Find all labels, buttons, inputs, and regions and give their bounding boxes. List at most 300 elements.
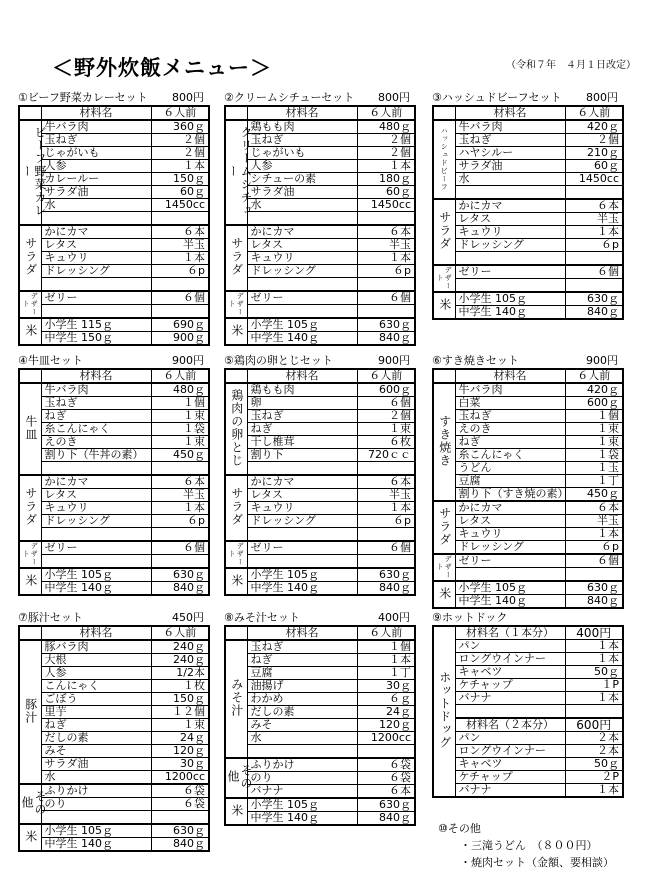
section-label (19, 640, 41, 784)
ingredient-amount: 60ｇ (151, 186, 209, 199)
section-label-text: デザート (22, 541, 39, 566)
section-label (19, 475, 41, 541)
menu-block-3 (432, 91, 622, 320)
ingredient-amount: ６本 (151, 475, 209, 489)
ingredient-amount: 半玉 (151, 489, 209, 502)
ingredient-table (18, 105, 210, 346)
ingredient-name: パン (455, 732, 565, 745)
table-row (433, 692, 623, 705)
ingredient-amount: １個 (357, 640, 415, 654)
table-row (433, 397, 623, 410)
table-row (225, 515, 415, 528)
ingredient-name: 鶏もも肉 (247, 120, 357, 134)
ingredient-name: レタス (247, 489, 357, 502)
table-row (225, 436, 415, 449)
table-row (433, 581, 623, 595)
ingredient-amount: ６袋 (357, 772, 415, 785)
section-label-text: 米 (229, 323, 244, 337)
column-header-name: 材料名 (247, 369, 357, 383)
ingredient-name: キュウリ (247, 252, 357, 265)
table-row (19, 745, 209, 758)
table-row (225, 134, 415, 147)
ingredient-amount: 840ｇ (151, 838, 209, 852)
ingredient-name: 玉ねぎ (41, 134, 151, 147)
menu-block-4 (18, 354, 208, 596)
ingredient-name: サラダ油 (247, 186, 357, 199)
ingredient-amount: 60ｇ (357, 186, 415, 199)
table-row (19, 693, 209, 706)
revision-date: （令和７年 ４月１日改定） (506, 60, 636, 71)
column-header-row (433, 369, 623, 383)
table-row (433, 120, 623, 134)
ingredient-name: キュウリ (455, 528, 565, 541)
ingredient-name: 豚バラ肉 (41, 640, 151, 654)
column-header-qty: ６人前 (357, 626, 415, 640)
ingredient-name: 人参 (247, 160, 357, 173)
menu-hotdog (432, 611, 622, 798)
column-header-blank (433, 369, 455, 383)
column-header-blank (225, 106, 247, 120)
section-label (433, 501, 455, 554)
ingredient-amount: 1450cc (151, 199, 209, 212)
table-row (19, 838, 209, 852)
ingredient-amount: 630ｇ (357, 318, 415, 332)
table-row (225, 541, 415, 555)
ingredient-name: ロングウインナー (455, 653, 565, 666)
ingredient-name: 豆腐 (247, 667, 357, 680)
section-label-text: 米 (23, 829, 38, 843)
ingredient-amount: １本 (151, 502, 209, 515)
table-row (19, 784, 209, 798)
table-row (433, 306, 623, 320)
ingredient-amount (357, 528, 415, 542)
menu-header (18, 91, 208, 105)
ingredient-amount (565, 568, 623, 582)
table-row (19, 239, 209, 252)
section-label-text: サラダ (437, 506, 452, 546)
ingredient-name: ドレッシング (455, 239, 565, 252)
table-row (225, 318, 415, 332)
table-row (225, 212, 415, 226)
ingredient-amount: ６枚 (357, 436, 415, 449)
table-row (19, 489, 209, 502)
section-label-text: デザート (228, 541, 245, 566)
column-header-qty: ６人前 (151, 626, 209, 640)
ingredient-name: のり (247, 772, 357, 785)
table-row (19, 811, 209, 825)
other-section (438, 820, 614, 871)
ingredient-table (432, 625, 624, 798)
ingredient-amount: 24ｇ (357, 706, 415, 719)
table-row (433, 732, 623, 745)
section-label-text: デザート (436, 554, 453, 579)
section-label-text: ホットドッグ (437, 671, 452, 749)
ingredient-amount: 30ｇ (357, 680, 415, 693)
ingredient-amount: 840ｇ (565, 595, 623, 609)
section-label-text: サラダ (23, 487, 38, 526)
ingredient-name: ふりかけ (41, 784, 151, 798)
ingredient-name: 白菜 (455, 397, 565, 410)
section-label-text: デザート (436, 265, 453, 290)
ingredient-amount: １袋 (151, 423, 209, 436)
table-row (433, 173, 623, 186)
ingredient-name: 里芋 (41, 706, 151, 719)
table-row (19, 383, 209, 397)
ingredient-amount: 600ｇ (565, 397, 623, 410)
section-label-text: 鶏肉の卵とじ (229, 388, 244, 467)
ingredient-amount: １本 (151, 252, 209, 265)
ingredient-amount: ６袋 (151, 798, 209, 811)
ingredient-amount: ６袋 (151, 784, 209, 798)
ingredient-name: みそ (41, 745, 151, 758)
ingredient-name: かにカマ (41, 225, 151, 239)
ingredient-amount (357, 555, 415, 569)
ingredient-name: ドレッシング (41, 515, 151, 528)
ingredient-amount: １束 (357, 423, 415, 436)
section-label (19, 383, 41, 475)
ingredient-name: キュウリ (455, 226, 565, 239)
menu-header (18, 611, 208, 625)
ingredient-name: 中学生 150ｇ (41, 332, 151, 346)
menu-header (224, 354, 414, 368)
table-row (225, 423, 415, 436)
column-header-blank (225, 626, 247, 640)
ingredient-amount: 630ｇ (151, 568, 209, 582)
ingredient-amount: 1/2本 (151, 667, 209, 680)
table-row (19, 134, 209, 147)
ingredient-name: ロングウインナー (455, 745, 565, 758)
ingredient-name: 水 (41, 199, 151, 212)
section-label (225, 120, 253, 225)
ingredient-amount: ２個 (151, 134, 209, 147)
other-item-yakiniku: ・焼肉セット（金額、要相談） (460, 856, 614, 869)
table-row (19, 502, 209, 515)
ingredient-amount: ６個 (565, 265, 623, 279)
column-header-qty: ６人前 (151, 106, 209, 120)
table-row (225, 410, 415, 423)
menu-name: ④牛皿セット (18, 354, 83, 367)
menu-name: ⑤鶏肉の卵とじセット (224, 354, 333, 367)
ingredient-amount: １P (565, 679, 623, 692)
ingredient-name: 小学生 105ｇ (247, 568, 357, 582)
ingredient-name: ねぎ (41, 719, 151, 732)
ingredient-name: 玉ねぎ (247, 640, 357, 654)
ingredient-amount: ６本 (151, 225, 209, 239)
ingredient-name: 水 (41, 771, 151, 785)
ingredient-amount (357, 212, 415, 226)
section-label-text: サラダ (437, 211, 452, 250)
ingredient-amount: 1200cc (151, 771, 209, 785)
ingredient-amount (151, 528, 209, 542)
section-label-text: 牛皿 (23, 414, 38, 441)
menu-header (432, 611, 622, 625)
ingredient-amount: ６本 (565, 501, 623, 515)
table-row (19, 528, 209, 542)
ingredient-name: えのき (41, 436, 151, 449)
other-item-udon: ・三滝うどん （８００円） (460, 839, 598, 852)
ingredient-name (247, 462, 357, 476)
table-row (19, 824, 209, 838)
ingredient-amount: ６p (151, 265, 209, 278)
ingredient-amount: 1450cc (565, 173, 623, 186)
menu-name: ⑨ホットドック (432, 611, 508, 624)
table-row (225, 693, 415, 706)
table-row (433, 449, 623, 462)
menu-price: 800円 (378, 91, 410, 104)
table-row (433, 745, 623, 758)
menu-block-1 (18, 91, 208, 346)
table-row (433, 410, 623, 423)
ingredient-amount (151, 462, 209, 476)
ingredient-name: 牛バラ肉 (455, 120, 565, 134)
table-row (225, 252, 415, 265)
section-label-text: サラダ (23, 237, 38, 276)
menu-header (18, 354, 208, 368)
ingredient-name: ドレッシング (247, 515, 357, 528)
hotdog-header-row (433, 626, 623, 640)
table-row (433, 383, 623, 397)
ingredient-amount: ６ｇ (357, 693, 415, 706)
section-label (433, 554, 455, 581)
column-header-row (225, 626, 415, 640)
ingredient-amount: １丁 (565, 475, 623, 488)
ingredient-name: 中学生 140ｇ (455, 306, 565, 320)
menu-name: ③ハッシュドビーフセット (432, 91, 562, 104)
ingredient-name: ドレッシング (247, 265, 357, 278)
table-row (19, 582, 209, 596)
ingredient-name (41, 305, 151, 319)
ingredient-name (247, 305, 357, 319)
table-row (19, 173, 209, 186)
table-row (19, 120, 209, 134)
section-label (19, 318, 41, 345)
menu-block-5 (224, 354, 414, 596)
ingredient-amount: ６本 (357, 785, 415, 799)
ingredient-name: ねぎ (247, 654, 357, 667)
column-header-name: 材料名 (455, 106, 565, 120)
ingredient-amount (565, 252, 623, 266)
ingredient-amount (357, 305, 415, 319)
ingredient-name (455, 705, 565, 719)
ingredient-name: こんにゃく (41, 680, 151, 693)
section-label-text: その他 (226, 763, 253, 790)
menu-price: 900円 (378, 354, 410, 367)
ingredient-amount: 半玉 (357, 239, 415, 252)
table-row (433, 462, 623, 475)
ingredient-name: 小学生 115ｇ (41, 318, 151, 332)
table-row (19, 160, 209, 173)
hotdog-header-price: 400円 (565, 626, 623, 640)
ingredient-name: のり (41, 798, 151, 811)
ingredient-name: 小学生 105ｇ (41, 824, 151, 838)
table-row (433, 679, 623, 692)
ingredient-name (41, 555, 151, 569)
ingredient-amount: １本 (565, 640, 623, 653)
hotdog-header-name: 材料名（１本分） (455, 626, 565, 640)
ingredient-table (224, 105, 416, 346)
ingredient-amount: １束 (151, 719, 209, 732)
ingredient-name: 玉ねぎ (247, 410, 357, 423)
ingredient-name: 牛バラ肉 (455, 383, 565, 397)
table-row (433, 771, 623, 784)
section-label-text: 米 (229, 573, 244, 587)
section-label (19, 568, 41, 595)
table-row (433, 265, 623, 279)
ingredient-amount: 840ｇ (565, 306, 623, 320)
column-header-qty: ６人前 (151, 369, 209, 383)
ingredient-name: ゼリー (455, 265, 565, 279)
ingredient-name (455, 186, 565, 200)
ingredient-amount: ２個 (357, 147, 415, 160)
table-row (225, 640, 415, 654)
ingredient-name: キャベツ (455, 666, 565, 679)
ingredient-name: レタス (41, 239, 151, 252)
menu-name: ①ビーフ野菜カレーセット (18, 91, 148, 104)
table-row (433, 213, 623, 226)
section-label-text: みそ汁 (229, 678, 244, 717)
ingredient-amount: 420ｇ (565, 120, 623, 134)
ingredient-amount: 半玉 (151, 239, 209, 252)
ingredient-name: 小学生 105ｇ (247, 318, 357, 332)
table-row (225, 186, 415, 199)
ingredient-amount: 120ｇ (151, 745, 209, 758)
ingredient-name: 玉ねぎ (41, 397, 151, 410)
ingredient-amount: 30ｇ (151, 758, 209, 771)
ingredient-name: 中学生 140ｇ (41, 838, 151, 852)
table-row (19, 332, 209, 346)
ingredient-amount: 半玉 (565, 213, 623, 226)
table-row (225, 291, 415, 305)
ingredient-amount (565, 186, 623, 200)
table-row (225, 680, 415, 693)
ingredient-amount: 180ｇ (357, 173, 415, 186)
column-header-name: 材料名 (41, 626, 151, 640)
section-label-text: その他 (20, 789, 47, 816)
column-header-blank (225, 369, 247, 383)
ingredient-name: シチューの素 (247, 173, 357, 186)
table-row (433, 528, 623, 541)
table-row (433, 568, 623, 582)
ingredient-amount: 630ｇ (151, 824, 209, 838)
table-row (433, 134, 623, 147)
table-row (19, 199, 209, 212)
table-row (19, 265, 209, 278)
section-label-text: クリームシチュー (226, 125, 253, 217)
table-row (19, 291, 209, 305)
ingredient-amount: １本 (565, 653, 623, 666)
table-row (19, 771, 209, 785)
section-label (19, 225, 41, 291)
ingredient-name: 牛バラ肉 (41, 120, 151, 134)
ingredient-amount: 840ｇ (357, 812, 415, 826)
section-label (225, 383, 247, 475)
ingredient-name: じゃがいも (41, 147, 151, 160)
ingredient-name (41, 811, 151, 825)
column-header-qty: ６人前 (357, 369, 415, 383)
section-label-text: 米 (437, 297, 452, 311)
table-row (225, 397, 415, 410)
ingredient-amount (565, 279, 623, 293)
ingredient-amount: ６個 (357, 541, 415, 555)
ingredient-name: ねぎ (455, 436, 565, 449)
ingredient-name: 中学生 140ｇ (41, 582, 151, 596)
menu-price: 400円 (378, 611, 410, 624)
table-row (225, 772, 415, 785)
ingredient-amount (357, 462, 415, 476)
menu-name: ②クリームシチューセット (224, 91, 355, 104)
ingredient-name: ゼリー (247, 291, 357, 305)
ingredient-amount: ２P (565, 771, 623, 784)
table-row (19, 212, 209, 226)
table-row (19, 449, 209, 462)
ingredient-name: 玉ねぎ (455, 134, 565, 147)
menu-block-7 (18, 611, 208, 852)
ingredient-name (455, 279, 565, 293)
ingredient-name (247, 528, 357, 542)
ingredient-name (247, 212, 357, 226)
table-row (19, 640, 209, 654)
table-row (19, 423, 209, 436)
ingredient-name: サラダ油 (41, 186, 151, 199)
ingredient-amount: ６袋 (357, 758, 415, 772)
ingredient-amount: ６p (565, 239, 623, 252)
ingredient-amount: ２本 (565, 732, 623, 745)
table-row (225, 265, 415, 278)
ingredient-name: 鶏もも肉 (247, 383, 357, 397)
menu-price: 800円 (172, 91, 204, 104)
ingredient-name (247, 555, 357, 569)
table-row (19, 568, 209, 582)
table-row (433, 160, 623, 173)
section-label (433, 626, 455, 797)
table-row (433, 784, 623, 798)
ingredient-name: バナナ (455, 692, 565, 705)
table-row (433, 186, 623, 200)
ingredient-amount: 690ｇ (151, 318, 209, 332)
other-heading: ⑩その他 (438, 822, 481, 835)
ingredient-amount: 840ｇ (357, 582, 415, 596)
ingredient-amount: １玉 (565, 462, 623, 475)
ingredient-amount: ６p (357, 265, 415, 278)
table-row (19, 318, 209, 332)
table-row (19, 305, 209, 319)
ingredient-table (18, 368, 210, 596)
ingredient-amount: ２個 (357, 134, 415, 147)
ingredient-amount: １本 (357, 252, 415, 265)
table-row (433, 501, 623, 515)
ingredient-name: 牛バラ肉 (41, 383, 151, 397)
ingredient-amount: ６個 (151, 291, 209, 305)
ingredient-amount: ６p (357, 515, 415, 528)
ingredient-amount: １束 (151, 436, 209, 449)
ingredient-amount (151, 305, 209, 319)
table-row (19, 555, 209, 569)
section-label-text: 米 (437, 586, 452, 600)
column-header-row (19, 106, 209, 120)
table-row (225, 568, 415, 582)
table-row (225, 785, 415, 799)
table-row (19, 475, 209, 489)
ingredient-name: ゼリー (41, 541, 151, 555)
table-row (225, 278, 415, 292)
ingredient-amount: ６p (565, 541, 623, 555)
ingredient-amount: 240ｇ (151, 654, 209, 667)
ingredient-amount: １本 (565, 528, 623, 541)
ingredient-name: 小学生 105ｇ (41, 568, 151, 582)
ingredient-name: バナナ (455, 784, 565, 798)
table-row (19, 706, 209, 719)
ingredient-table (432, 105, 624, 320)
